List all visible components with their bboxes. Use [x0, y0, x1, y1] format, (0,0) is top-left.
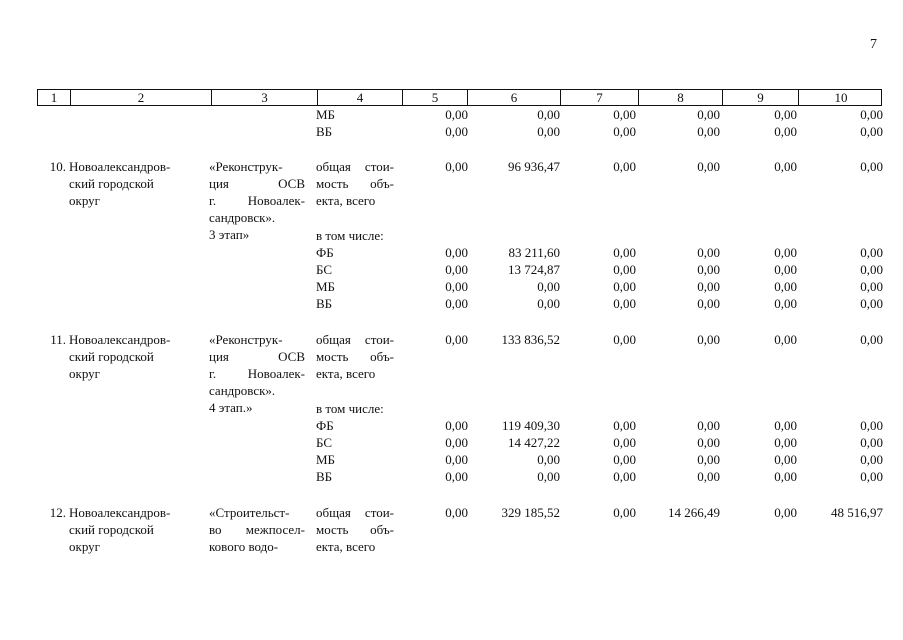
total-row-value-col9: 0,00	[774, 159, 797, 174]
total-row-value-col9: 0,00	[774, 332, 797, 347]
entry-object: сандровск».	[209, 383, 276, 398]
top-row-value-col5: 0,00	[445, 124, 468, 139]
top-row-value-col10: 0,00	[860, 107, 883, 122]
top-row-value-col10: 0,00	[860, 124, 883, 139]
entry-organization: округ	[69, 366, 100, 381]
fund-row-value-col9: 0,00	[774, 279, 797, 294]
entry-object: «Строительст-	[209, 505, 290, 520]
top-row-value-col8: 0,00	[697, 124, 720, 139]
total-row-value-col5: 0,00	[445, 159, 468, 174]
fund-row-value-col6: 0,00	[537, 296, 560, 311]
fund-row-value-col7: 0,00	[613, 245, 636, 260]
total-row-value-col7: 0,00	[613, 159, 636, 174]
header-col-1: 1	[50, 90, 58, 105]
fund-type-label: МБ	[316, 107, 336, 122]
fund-row-value-col5: 0,00	[445, 245, 468, 260]
header-col-7: 7	[560, 90, 638, 105]
fund-row-value-col10: 0,00	[860, 469, 883, 484]
entry-object: г. Новоалек-	[209, 366, 305, 381]
entry-organization: Новоалександров-	[69, 332, 171, 347]
fund-row-value-col10: 0,00	[860, 418, 883, 433]
top-row-value-col9: 0,00	[774, 124, 797, 139]
total-row-value-col10: 0,00	[860, 159, 883, 174]
fund-type-label: БС	[316, 435, 333, 450]
fund-type-label: ВБ	[316, 124, 333, 139]
fund-row-value-col6: 13 724,87	[508, 262, 560, 277]
total-cost-label: общая стои-	[316, 159, 394, 174]
including-label: в том числе:	[316, 228, 384, 243]
fund-row-value-col6: 119 409,30	[501, 418, 560, 433]
fund-row-value-col9: 0,00	[774, 245, 797, 260]
fund-row-value-col6: 0,00	[537, 279, 560, 294]
fund-type-label: ФБ	[316, 418, 334, 433]
fund-row-value-col7: 0,00	[613, 262, 636, 277]
total-row-value-col6: 329 185,52	[501, 505, 560, 520]
entry-object: ция ОСВ	[209, 176, 305, 191]
table-header	[37, 89, 882, 106]
entry-number: 12.	[49, 505, 66, 520]
entry-object: кового водо-	[209, 539, 279, 554]
total-row-value-col8: 0,00	[697, 159, 720, 174]
top-row-value-col9: 0,00	[774, 107, 797, 122]
fund-type-label: ВБ	[316, 469, 333, 484]
total-cost-label: мость объ-	[316, 522, 394, 537]
total-cost-label: екта, всего	[316, 366, 376, 381]
fund-row-value-col10: 0,00	[860, 279, 883, 294]
fund-row-value-col7: 0,00	[613, 296, 636, 311]
total-cost-label: общая стои-	[316, 505, 394, 520]
header-col-9: 9	[722, 90, 798, 105]
total-row-value-col10: 48 516,97	[831, 505, 883, 520]
total-cost-label: мость объ-	[316, 176, 394, 191]
entry-organization: округ	[69, 539, 100, 554]
fund-row-value-col8: 0,00	[697, 279, 720, 294]
fund-row-value-col7: 0,00	[613, 469, 636, 484]
fund-row-value-col8: 0,00	[697, 262, 720, 277]
fund-type-label: БС	[316, 262, 333, 277]
top-row-value-col6: 0,00	[537, 107, 560, 122]
fund-type-label: ФБ	[316, 245, 334, 260]
entry-object: сандровск».	[209, 210, 276, 225]
total-row-value-col8: 0,00	[697, 332, 720, 347]
fund-row-value-col9: 0,00	[774, 262, 797, 277]
total-row-value-col8: 14 266,49	[668, 505, 720, 520]
fund-row-value-col7: 0,00	[613, 435, 636, 450]
page-number: 7	[870, 37, 877, 52]
fund-row-value-col5: 0,00	[445, 296, 468, 311]
entry-object: г. Новоалек-	[209, 193, 305, 208]
header-col-5: 5	[402, 90, 467, 105]
fund-row-value-col8: 0,00	[697, 435, 720, 450]
fund-row-value-col10: 0,00	[860, 452, 883, 467]
total-row-value-col9: 0,00	[774, 505, 797, 520]
top-row-value-col7: 0,00	[613, 107, 636, 122]
fund-row-value-col9: 0,00	[774, 452, 797, 467]
fund-row-value-col10: 0,00	[860, 435, 883, 450]
fund-row-value-col10: 0,00	[860, 245, 883, 260]
entry-organization: Новоалександров-	[69, 159, 171, 174]
fund-row-value-col7: 0,00	[613, 279, 636, 294]
fund-row-value-col9: 0,00	[774, 296, 797, 311]
entry-organization: ский городской	[69, 522, 154, 537]
including-label: в том числе:	[316, 401, 384, 416]
fund-row-value-col8: 0,00	[697, 418, 720, 433]
top-row-value-col6: 0,00	[537, 124, 560, 139]
fund-row-value-col8: 0,00	[697, 452, 720, 467]
fund-type-label: МБ	[316, 452, 336, 467]
entry-object: 3 этап»	[209, 227, 250, 242]
fund-row-value-col10: 0,00	[860, 296, 883, 311]
fund-row-value-col5: 0,00	[445, 262, 468, 277]
fund-row-value-col8: 0,00	[697, 296, 720, 311]
header-col-3: 3	[211, 90, 317, 105]
fund-row-value-col8: 0,00	[697, 245, 720, 260]
total-row-value-col7: 0,00	[613, 505, 636, 520]
fund-row-value-col9: 0,00	[774, 418, 797, 433]
entry-organization: Новоалександров-	[69, 505, 171, 520]
top-row-value-col8: 0,00	[697, 107, 720, 122]
fund-row-value-col8: 0,00	[697, 469, 720, 484]
total-row-value-col6: 133 836,52	[501, 332, 560, 347]
entry-organization: ский городской	[69, 349, 154, 364]
entry-object: «Реконструк-	[209, 332, 283, 347]
top-row-value-col5: 0,00	[445, 107, 468, 122]
fund-row-value-col5: 0,00	[445, 469, 468, 484]
entry-number: 11.	[50, 332, 66, 347]
entry-object: ция ОСВ	[209, 349, 305, 364]
fund-row-value-col5: 0,00	[445, 452, 468, 467]
fund-type-label: МБ	[316, 279, 336, 294]
total-cost-label: общая стои-	[316, 332, 394, 347]
fund-row-value-col5: 0,00	[445, 418, 468, 433]
total-row-value-col7: 0,00	[613, 332, 636, 347]
entry-object: во межпосел-	[209, 522, 305, 537]
fund-row-value-col6: 83 211,60	[508, 245, 560, 260]
fund-row-value-col9: 0,00	[774, 435, 797, 450]
header-col-10: 10	[798, 90, 883, 105]
fund-row-value-col6: 0,00	[537, 469, 560, 484]
fund-row-value-col7: 0,00	[613, 452, 636, 467]
entry-organization: ский городской	[69, 176, 154, 191]
fund-row-value-col10: 0,00	[860, 262, 883, 277]
fund-row-value-col6: 14 427,22	[508, 435, 560, 450]
total-row-value-col6: 96 936,47	[508, 159, 560, 174]
header-col-6: 6	[467, 90, 560, 105]
total-cost-label: екта, всего	[316, 539, 376, 554]
header-col-8: 8	[638, 90, 722, 105]
fund-type-label: ВБ	[316, 296, 333, 311]
header-col-2: 2	[70, 90, 211, 105]
total-row-value-col10: 0,00	[860, 332, 883, 347]
fund-row-value-col5: 0,00	[445, 279, 468, 294]
entry-organization: округ	[69, 193, 100, 208]
fund-row-value-col6: 0,00	[537, 452, 560, 467]
total-row-value-col5: 0,00	[445, 505, 468, 520]
header-col-4: 4	[317, 90, 402, 105]
total-cost-label: мость объ-	[316, 349, 394, 364]
entry-number: 10.	[49, 159, 66, 174]
entry-object: «Реконструк-	[209, 159, 283, 174]
top-row-value-col7: 0,00	[613, 124, 636, 139]
entry-object: 4 этап.»	[209, 400, 253, 415]
total-row-value-col5: 0,00	[445, 332, 468, 347]
fund-row-value-col9: 0,00	[774, 469, 797, 484]
fund-row-value-col7: 0,00	[613, 418, 636, 433]
fund-row-value-col5: 0,00	[445, 435, 468, 450]
total-cost-label: екта, всего	[316, 193, 376, 208]
